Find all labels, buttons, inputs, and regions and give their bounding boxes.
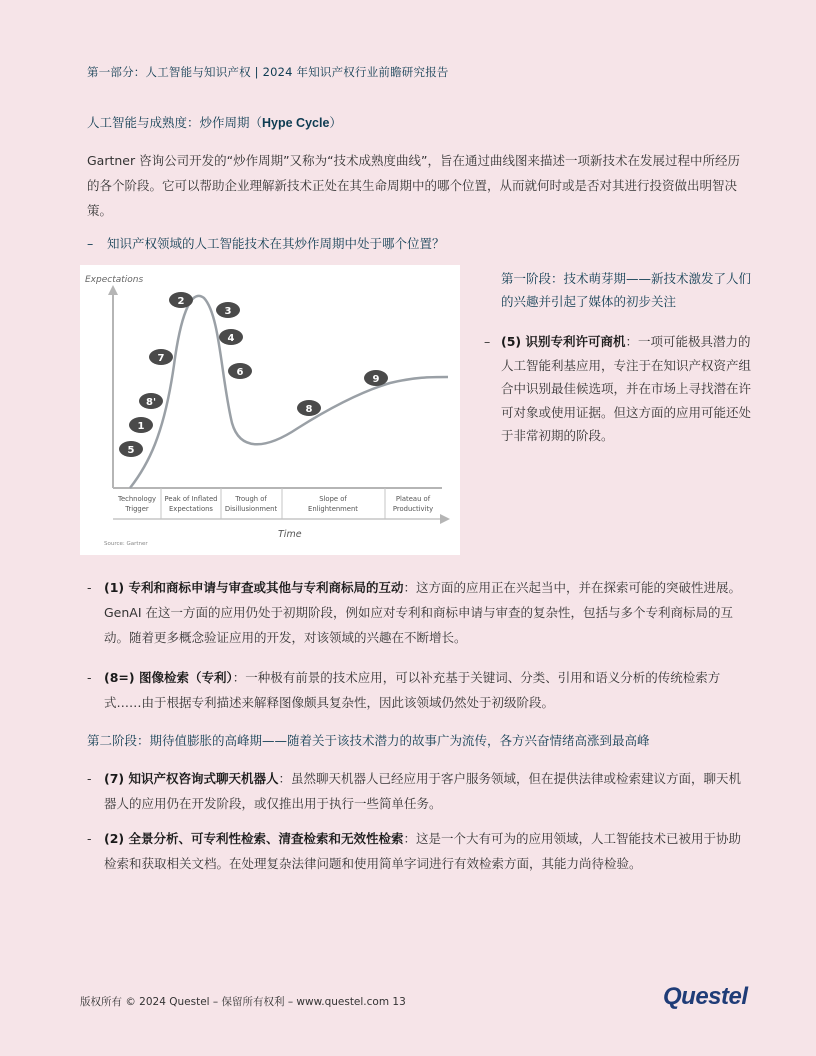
curve-marker — [139, 393, 163, 409]
hype-curve — [127, 296, 448, 488]
x-axis-arrow — [440, 514, 450, 524]
running-header: 第一部分：人工智能与知识产权 | 2024 年知识产权行业前瞻研究报告 — [87, 65, 449, 79]
curve-marker — [129, 417, 153, 433]
phase-label: Productivity — [392, 505, 434, 513]
marker-label: 9 — [372, 374, 380, 385]
item-2-title: (2) 全景分析、可专利性检索、清查检索和无效性检索 — [104, 831, 404, 846]
item-1 — [87, 575, 752, 650]
item-5-title: (5) 识别专利许可商机 — [501, 334, 626, 349]
stage1-heading: 第一阶段：技术萌芽期——新技术激发了人们的兴趣并引起了媒体的初步关注 — [501, 271, 752, 309]
item-1-text: ：这方面的应用正在兴起当中，并在探索可能的突破性进展。GenAI 在这一方面的应用仍处于初期阶段，例如应对专利和商标申请与审查的复杂性，包括与多个专利商标局的互动。随着更多概念验证应用的开发，对该领域的兴趣在不断增长。 — [104, 580, 741, 645]
item-5-text: ：一项可能极具潜力的人工智能利基应用，专注于在知识产权资产组合中识别最佳候选项，并在市场上寻找潜在许可对象或使用证据。但这方面的应用可能还处于非常初期的阶段。 — [501, 334, 752, 444]
item-2-text: ：这是一个大有可为的应用领域，人工智能技术已被用于协助检索和获取相关文档。在处理复杂法律问题和使用简单字词进行有效检索方面，其能力尚待检验。 — [104, 831, 741, 871]
marker-label: 8 — [305, 404, 313, 415]
marker-label: 6 — [236, 367, 244, 378]
item-7-text: ：虽然聊天机器人已经应用于客户服务领域，但在提供法律或检索建议方面，聊天机器人的应用仍在开发阶段，或仅推出用于执行一些简单任务。 — [104, 771, 741, 811]
chart-y-label: Expectations — [85, 275, 144, 285]
item-7 — [87, 766, 752, 816]
section-title-bold: Hype Cycle — [262, 116, 330, 130]
item-5 — [484, 330, 754, 448]
hype-cycle-figure — [80, 265, 460, 555]
curve-marker — [364, 370, 388, 386]
page-footer: 版权所有 © 2024 Questel – 保留所有权利 – www.questel.com 13 — [80, 996, 406, 1008]
curve-marker — [169, 292, 193, 308]
stage2-heading: 第二阶段：期待值膨胀的高峰期——随着关于该技术潜力的故事广为流传，各方兴奋情绪高涨到最高峰 — [87, 733, 650, 748]
questel-logo: Questel — [663, 983, 748, 1010]
phase-label: Peak of Inflated — [164, 495, 218, 503]
phase-labels — [117, 495, 433, 513]
phase-label: Technology — [117, 495, 157, 503]
section-title — [87, 113, 342, 131]
curve-marker — [297, 400, 321, 416]
item-2 — [87, 826, 752, 876]
y-axis-arrow — [108, 285, 118, 295]
section-title-prefix: 人工智能与成熟度：炒作周期（ — [87, 115, 263, 130]
phase-label: Trough of — [235, 495, 267, 503]
section-title-suffix: ） — [329, 115, 342, 130]
marker-label: 2 — [177, 296, 185, 307]
phase-label: Plateau of — [395, 495, 431, 503]
marker-label: 8' — [145, 397, 157, 408]
phase-label: Disillusionment — [224, 505, 278, 513]
marker-label: 3 — [224, 306, 232, 317]
curve-marker — [216, 302, 240, 318]
item-1-title: (1) 专利和商标申请与审查或其他与专利商标局的互动 — [104, 580, 404, 595]
phase-label: Enlightenment — [308, 505, 358, 513]
chart-x-label: Time — [278, 529, 302, 540]
bullet-dash: - — [87, 771, 92, 786]
marker-label: 7 — [157, 353, 165, 364]
bullet-dash: - — [87, 580, 92, 595]
item-7-title: (7) 知识产权咨询式聊天机器人 — [104, 771, 279, 786]
item-8-text: ：一种极有前景的技术应用，可以补充基于关键词、分类、引用和语义分析的传统检索方式……由于根据专利描述来解释图像颇具复杂性，因此该领域仍然处于初级阶段。 — [104, 670, 721, 710]
phase-label: Trigger — [125, 505, 149, 513]
bullet-dash: – — [484, 334, 491, 349]
marker-label: 1 — [137, 421, 145, 432]
hype-cycle-chart — [80, 265, 460, 555]
curve-marker — [219, 329, 243, 345]
marker-label: 4 — [227, 333, 235, 344]
question-dash: – — [87, 236, 94, 251]
bullet-dash: - — [87, 670, 92, 685]
curve-marker — [228, 363, 252, 379]
phase-label: Slope of — [319, 495, 347, 503]
bullet-dash: - — [87, 831, 92, 846]
curve-marker — [119, 441, 143, 457]
marker-label: 5 — [127, 445, 135, 456]
phase-label: Expectations — [169, 505, 213, 513]
question-text: 知识产权领域的人工智能技术在其炒作周期中处于哪个位置？ — [107, 236, 445, 251]
intro-paragraph: Gartner 咨询公司开发的“炒作周期”又称为“技术成熟度曲线”，旨在通过曲线图来描述一项新技术在发展过程中所经历的各个阶段。它可以帮助企业理解新技术正处在其生命周期中的哪个位置，从而就何时或是否对其进行投资做出明智决策。 — [87, 153, 741, 218]
curve-marker — [149, 349, 173, 365]
item-8-title: (8=) 图像检索（专利） — [104, 670, 233, 685]
item-8 — [87, 665, 752, 715]
question-line — [87, 234, 445, 252]
chart-source: Source: Gartner — [104, 541, 148, 547]
